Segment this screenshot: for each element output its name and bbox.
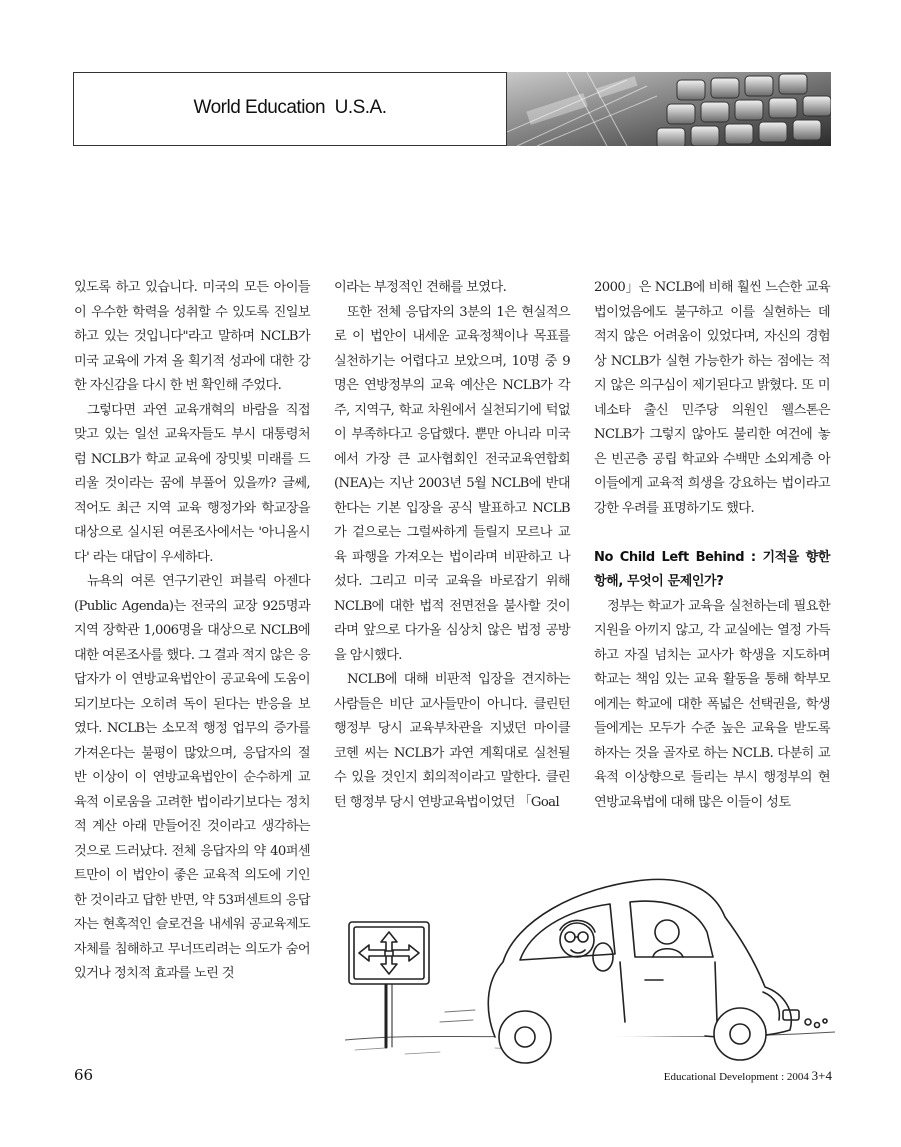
paragraph: 그렇다면 과연 교육개혁의 바람을 직접 맞고 있는 일선 교육자들도 부시 대통령처럼 NCLB가 학교 교육에 장밋빛 미래를 드리울 것이라는 꿈에 부풀어 있을까? 글쎄, 적어도 최근 지역 교육 행정가와 학교장을 대상으로 실시된 여론조사에서는 '아니올시다' 라는 대답이 우세하다. (74, 402, 310, 565)
header-title: World Education U.S.A. (193, 97, 387, 118)
paragraph: NCLB에 대해 비판적 입장을 견지하는 사람들은 비단 교사들만이 아니다. 클린턴 행정부 당시 교육부차관을 지냈던 마이클 코헨 씨는 NCLB가 과연 계획대로 실천될 수 있을 것인지 회의적이라고 말한다. 클린턴 행정부 당시 연방교육법이었던 「Goal (334, 672, 570, 810)
paragraph: 정부는 학교가 교육을 실천하는데 필요한 지원을 아끼지 않고, 각 교실에는 열정 가득하고 자질 넘치는 교사가 학생을 지도하며 학교는 책임 있는 교육 활동을 통해 학부모에게는 학교에 대한 폭넓은 선택권을, 학생들에게는 모두가 수준 높은 교육을 받도록 하자는 것을 골자로 하는 NCLB. 다분히 교육적 이상향으로 들리는 부시 행정부의 현 연방교육법에 대해 많은 이들이 성토 (594, 598, 830, 810)
paragraph: 있도록 하고 있습니다. 미국의 모든 아이들이 우수한 학력을 성취할 수 있도록 진일보하고 있는 것입니다"라고 말하며 NCLB가 미국 교육에 가져 올 획기적 성과에 대한 강한 자신감을 다시 한 번 확인해 주었다. (74, 280, 310, 393)
paragraph: 이라는 부정적인 견해를 보였다. (334, 280, 507, 295)
paragraph: 뉴욕의 여론 연구기관인 퍼블릭 아젠다(Public Agenda)는 전국의 교장 925명과 지역 장학관 1,006명을 대상으로 NCLB에 대한 여론조사를 했다. 그 결과 적지 않은 응답자가 이 연방교육법안이 공교육에 도움이 되기보다는 오히려 독이 된다는 반응을 보였다. NCLB는 소모적 행정 업무의 증가를 가져온다는 불평이 많았으며, 응답자의 절반 이상이 이 연방교육법안이 순수하게 교육적 이로움을 고려한 법이라기보다는 정치적 계산 아래 만들어진 것이라고 생각하는 것으로 드러났다. 전체 응답자의 약 40퍼센트만이 이 법안이 좋은 교육적 의도에 기인한 것이라고 답한 반면, 약 53퍼센트의 응답자는 현혹적인 슬로건을 내세워 공교육제도 자체를 침해하고 무너뜨리려는 의도가 숨어 있거나 정치적 효과를 노린 것 (74, 574, 310, 981)
page-number: 66 (74, 1066, 94, 1084)
header-decorative-image (507, 72, 831, 146)
paragraph: 또한 전체 응답자의 3분의 1은 현실적으로 이 법안이 내세운 교육정책이나 목표를 실천하기는 어렵다고 보았으며, 10명 중 9명은 연방정부의 교육 예산은 NCLB가 각 주, 지역구, 학교 차원에서 실천되기에 턱없이 부족하다고 응답했다. 뿐만 아니라 미국에서 가장 큰 교사협회인 전국교육연합회(NEA)는 지난 2003년 5월 NCLB에 반대한다는 기본 입장을 공식 발표하고 NCLB가 겉으로는 그럴싸하게 들릴지 모르나 교육 파행을 가져오는 법이라며 비판하고 나섰다. 그리고 미국 교육을 바로잡기 위해 NCLB에 대한 법적 전면전을 불사할 것이라며 앞으로 다가올 심상치 않은 법정 공방을 암시했다. (334, 304, 570, 663)
journal-footer (664, 1068, 832, 1084)
journal-issue: 3+4 (811, 1068, 832, 1083)
paragraph-spacer (594, 521, 830, 546)
text-column-2 (334, 276, 570, 815)
section-heading: No Child Left Behind : 기적을 향한 항해, 무엇이 문제인가? (594, 549, 830, 589)
text-column-3 (594, 276, 830, 815)
header-title-box (73, 72, 507, 146)
text-column-1 (74, 276, 310, 987)
paragraph: 2000」은 NCLB에 비해 훨씬 느슨한 교육법이었음에도 불구하고 이를 실현하는 데 적지 않은 어려움이 있었다며, 자신의 경험상 NCLB가 실현 가능한가 하는 점에는 적지 않은 의구심이 제기된다고 밝혔다. 또 미네소타 출신 민주당 의원인 웰스톤은 NCLB가 그렇지 않아도 불리한 여건에 놓은 빈곤층 공립 학교와 수백만 소외계층 아이들에게 교육적 희생을 강요하는 법이라고 강한 우려를 표명하기도 했다. (594, 280, 830, 516)
car-cartoon-illustration (345, 862, 835, 1077)
journal-name: Educational Development : 2004 (663, 1071, 809, 1083)
